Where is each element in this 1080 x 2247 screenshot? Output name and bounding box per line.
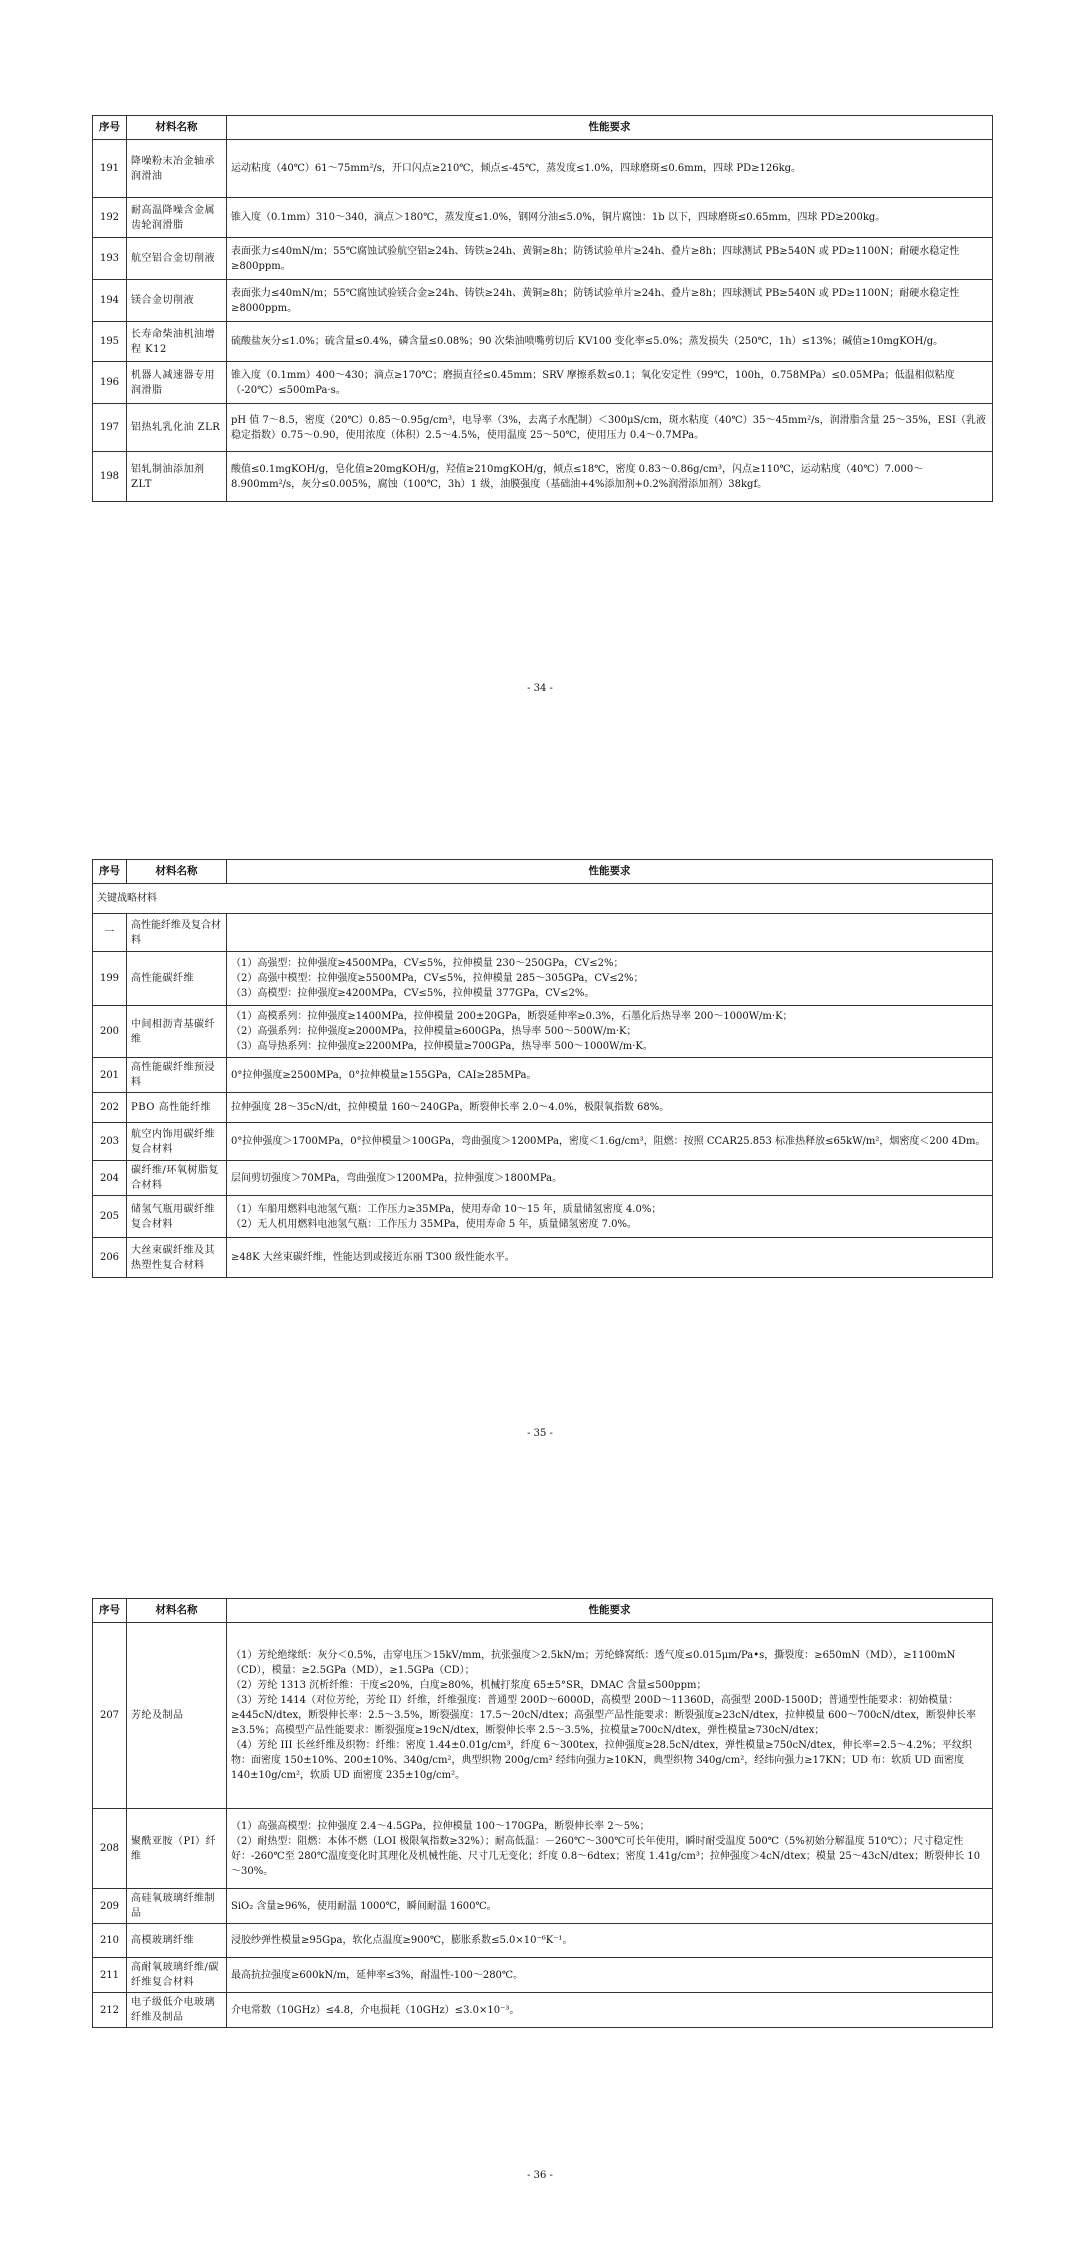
- header-no: 序号: [93, 1599, 127, 1623]
- material-name: 高硅氧玻璃纤维制品: [127, 1889, 227, 1924]
- material-name: 电子级低介电玻璃纤维及制品: [127, 1993, 227, 2028]
- requirement-line: （3）高模型：拉伸强度≥4200MPa，CV≤5%，拉伸模量 377GPa，CV≤2%。: [231, 988, 595, 999]
- requirement-line: 表面张力≤40mN/m；55℃腐蚀试验镁合金≥24h、铸铁≥24h、黄铜≥8h；防锈试验单片≥24h、叠片≥8h；四球测试 PB≥540N 或 PD≥1100N；耐硬水稳定性≥8000ppm。: [231, 287, 960, 314]
- row-number: 207: [93, 1623, 127, 1809]
- table-row: [93, 1006, 993, 1058]
- table-row: [93, 1058, 993, 1093]
- performance-requirement: [227, 1161, 993, 1196]
- material-name: 机器人减速器专用润滑脂: [127, 362, 227, 404]
- row-number: 209: [93, 1889, 127, 1924]
- material-name: 大丝束碳纤维及其热塑性复合材料: [127, 1238, 227, 1278]
- table-row: [93, 952, 993, 1006]
- material-name: 聚酰亚胺（PI）纤维: [127, 1809, 227, 1889]
- material-name: 铝热轧乳化油 ZLR: [127, 404, 227, 452]
- row-number: 211: [93, 1958, 127, 1993]
- table-row: [93, 1196, 993, 1238]
- requirement-line: 0°拉伸强度＞1700MPa，0°拉伸模量＞100GPa，弯曲强度＞1200MPa，密度＜1.6g/cm³，阻燃：按照 CCAR25.853 标准热释放≤65kW/m²，烟密度＜200 4Dm。: [231, 1136, 986, 1147]
- row-number: 203: [93, 1123, 127, 1161]
- performance-requirement: [227, 238, 993, 280]
- material-name: 高耐氧玻璃纤维/碳纤维复合材料: [127, 1958, 227, 1993]
- row-number: 192: [93, 198, 127, 238]
- table-row: [93, 1809, 993, 1889]
- page-number: - 34 -: [527, 683, 553, 694]
- table-row: [93, 198, 993, 238]
- performance-requirement: [227, 1958, 993, 1993]
- performance-requirement: [227, 1623, 993, 1809]
- table-row: [93, 1238, 993, 1278]
- requirement-line: （2）高强系列：拉伸强度≥2000MPa，拉伸模量≥600GPa，热导率 500～500W/m·K；: [231, 1026, 637, 1037]
- row-number: 197: [93, 404, 127, 452]
- requirement-line: （1）高强高模型：拉伸强度 2.4～4.5GPa，拉伸模量 100～170GPa，断裂伸长率 2～5%；: [231, 1820, 650, 1832]
- requirement-line: （2）无人机用燃料电池氢气瓶：工作压力 35MPa，使用寿命 5 年，质量储氢密度 7.0%。: [231, 1218, 638, 1230]
- performance-requirement: [227, 140, 993, 198]
- row-number: 212: [93, 1993, 127, 2028]
- performance-requirement: [227, 952, 993, 1006]
- requirement-line: 硫酸盐灰分≤1.0%；硫含量≤0.4%，磷含量≤0.08%；90 次柴油喷嘴剪切后 KV100 变化率≤5.0%；蒸发损失（250℃，1h）≤13%；碱值≥10mgKOH/g。: [231, 336, 944, 347]
- material-name: 铝轧制油添加剂 ZLT: [127, 452, 227, 502]
- requirement-line: （2）高强中模型：拉伸强度≥5500MPa，CV≤5%，拉伸模量 285～305GPa，CV≤2%；: [231, 973, 644, 984]
- performance-requirement: [227, 452, 993, 502]
- table-row: [93, 280, 993, 322]
- performance-requirement: [227, 1993, 993, 2028]
- requirement-line: SiO₂ 含量≥96%，使用耐温 1000℃，瞬间耐温 1600℃。: [231, 1900, 497, 1912]
- requirement-line: 层间剪切强度＞70MPa，弯曲强度＞1200MPa，拉伸强度＞1800MPa。: [231, 1172, 563, 1184]
- performance-requirement: [227, 1006, 993, 1058]
- table-row: [93, 1993, 993, 2028]
- performance-requirement: [227, 1924, 993, 1958]
- material-name: 降噪粉末冶金轴承润滑油: [127, 140, 227, 198]
- requirement-line: 表面张力≤40mN/m；55℃腐蚀试验航空铝≥24h、铸铁≥24h、黄铜≥8h；防锈试验单片≥24h、叠片≥8h；四球测试 PB≥540N 或 PD≥1100N；耐硬水稳定性≥800ppm。: [231, 245, 960, 272]
- requirement-line: （3）芳纶 1414（对位芳纶，芳纶 II）纤维，纤维强度：普通型 200D～6000D，高模型 200D～11360D，高强型 200D-1500D；普通型性能要求：初始模量：≥445cN/dtex，断裂伸长率：2.5～3.5%，断裂强度：17.5～20cN/dtex；高强型产品性能要求：断裂强度≥23cN/dtex，拉伸模量 600～700cN/dtex，断裂伸长率≥3.5%；高模型产品性能要求：断裂强度≥19cN/dtex，断裂伸长率 2.5～3.5%，拉模量≥700cN/dtex，弹性模量≥730cN/dtex；: [231, 1695, 977, 1736]
- row-number: 204: [93, 1161, 127, 1196]
- spec-table-page-34: [92, 115, 993, 502]
- requirement-line: （1）车船用燃料电池氢气瓶：工作压力≥35MPa，使用寿命 10～15 年，质量储氢密度 4.0%；: [231, 1203, 662, 1215]
- header-name: 材料名称: [127, 116, 227, 140]
- table-row: [93, 404, 993, 452]
- row-number: 202: [93, 1093, 127, 1123]
- material-name: 高模玻璃纤维: [127, 1924, 227, 1958]
- row-number: 200: [93, 1006, 127, 1058]
- table-row: [93, 238, 993, 280]
- performance-requirement: [227, 1058, 993, 1093]
- performance-requirement: [227, 362, 993, 404]
- requirement-line: 最高抗拉强度≥600kN/m，延伸率≤3%，耐温性-100～280℃。: [231, 1969, 524, 1981]
- material-name: PBO 高性能纤维: [127, 1093, 227, 1123]
- table-header-row: [93, 860, 993, 884]
- requirement-line: 锥入度（0.1mm）310～340，滴点＞180℃，蒸发度≤1.0%，钢网分油≤5.0%，铜片腐蚀：1b 以下，四球磨斑≤0.65mm，四球 PD≥200kg。: [231, 212, 886, 223]
- table-row: [93, 1123, 993, 1161]
- material-name: 中间相沥青基碳纤维: [127, 1006, 227, 1058]
- material-name: 碳纤维/环氧树脂复合材料: [127, 1161, 227, 1196]
- material-name: 高性能碳纤维: [127, 952, 227, 1006]
- subsection-title: 高性能纤维及复合材料: [127, 914, 227, 952]
- material-name: 高性能碳纤维预浸料: [127, 1058, 227, 1093]
- requirement-line: 酸值≤0.1mgKOH/g，皂化值≥20mgKOH/g，羟值≥210mgKOH/g，倾点≤18℃，密度 0.83～0.86g/cm³，闪点≥110℃，运动粘度（40℃）7.000～8.900mm²/s，灰分≤0.005%，腐蚀（100℃，3h）1 级，油膜强度（基础油+4%添加剂+0.2%润滑添加剂）38kgf。: [231, 463, 924, 490]
- row-number: 198: [93, 452, 127, 502]
- performance-requirement: [227, 198, 993, 238]
- table-row: [93, 1161, 993, 1196]
- header-name: 材料名称: [127, 1599, 227, 1623]
- row-number: 195: [93, 322, 127, 362]
- header-req: 性能要求: [227, 1599, 993, 1623]
- performance-requirement: [227, 1238, 993, 1278]
- header-no: 序号: [93, 116, 127, 140]
- row-number: 196: [93, 362, 127, 404]
- spec-table-page-35: [92, 859, 993, 1278]
- material-name: 航空铝合金切削液: [127, 238, 227, 280]
- performance-requirement: [227, 280, 993, 322]
- requirement-line: 运动粘度（40℃）61～75mm²/s，开口闪点≥210℃，倾点≤-45℃，蒸发度≤1.0%，四球磨斑≤0.6mm，四球 PD≥126kg。: [231, 163, 802, 174]
- row-number: 191: [93, 140, 127, 198]
- row-number: 208: [93, 1809, 127, 1889]
- section-title: 关键战略材料: [93, 884, 993, 914]
- table-row: [93, 452, 993, 502]
- subsection-number: 一: [93, 914, 127, 952]
- subsection-empty: [227, 914, 993, 952]
- performance-requirement: [227, 1889, 993, 1924]
- row-number: 199: [93, 952, 127, 1006]
- header-name: 材料名称: [127, 860, 227, 884]
- table-header-row: [93, 1599, 993, 1623]
- performance-requirement: [227, 1809, 993, 1889]
- requirement-line: ≥48K 大丝束碳纤维，性能达到或接近东丽 T300 级性能水平。: [231, 1252, 515, 1263]
- requirement-line: （1）芳纶绝缘纸：灰分＜0.5%，击穿电压＞15kV/mm，抗张强度＞2.5kN/m；芳纶蜂窝纸：透气度≤0.015μm/Pa•s，撕裂度：≥650mN（MD），≥1100mN（CD），模量：≥2.5GPa（MD），≥1.5GPa（CD）；: [231, 1650, 956, 1676]
- page-number: - 35 -: [527, 1428, 553, 1439]
- table-row: [93, 1623, 993, 1809]
- material-name: 长寿命柴油机油增程 K12: [127, 322, 227, 362]
- requirement-line: 0°拉伸强度≥2500MPa，0°拉伸模量≥155GPa，CAI≥285MPa。: [231, 1069, 537, 1081]
- table-row: [93, 362, 993, 404]
- row-number: 194: [93, 280, 127, 322]
- spec-table-page-36: [92, 1598, 993, 2028]
- performance-requirement: [227, 1123, 993, 1161]
- table-row: [93, 1889, 993, 1924]
- header-req: 性能要求: [227, 860, 993, 884]
- table-row: [93, 1093, 993, 1123]
- subsection-row: [93, 914, 993, 952]
- row-number: 193: [93, 238, 127, 280]
- page-number: - 36 -: [527, 2170, 553, 2181]
- requirement-line: 介电常数（10GHz）≤4.8，介电损耗（10GHz）≤3.0×10⁻³。: [231, 2004, 520, 2016]
- material-name: 耐高温降噪含金属齿轮润滑脂: [127, 198, 227, 238]
- section-row: [93, 884, 993, 914]
- table-row: [93, 322, 993, 362]
- performance-requirement: [227, 404, 993, 452]
- header-req: 性能要求: [227, 116, 993, 140]
- material-name: 镁合金切削液: [127, 280, 227, 322]
- material-name: 芳纶及制品: [127, 1623, 227, 1809]
- requirement-line: （2）耐热型：阻燃：本体不燃（LOI 极限氧指数≥32%）；耐高低温：－260℃～300℃可长年使用，瞬时耐受温度 500℃（5%初始分解温度 510℃）；尺寸稳定性好：-260℃至 280℃温度变化时其理化及机械性能、尺寸几无变化；纤度 0.8～6dtex；密度 1.41g/cm³；拉伸强度＞4cN/dtex；模量 25～43cN/dtex；断裂伸长 10～30%。: [231, 1835, 981, 1877]
- performance-requirement: [227, 1093, 993, 1123]
- requirement-line: （3）高导热系列：拉伸强度≥2200MPa，拉伸模量≥700GPa，热导率 500～1000W/m·K。: [231, 1041, 653, 1052]
- requirement-line: （2）芳纶 1313 沉析纤维：干度≤20%，白度≥80%，机械打浆度 65±5°SR，DMAC 含量≤500ppm；: [231, 1680, 707, 1691]
- material-name: 航空内饰用碳纤维复合材料: [127, 1123, 227, 1161]
- row-number: 210: [93, 1924, 127, 1958]
- row-number: 205: [93, 1196, 127, 1238]
- requirement-line: （1）高模系列：拉伸强度≥1400MPa，拉伸模量 200±20GPa，断裂延伸率≥0.3%，石墨化后热导率 200～1000W/m·K；: [231, 1011, 793, 1022]
- material-name: 储氢气瓶用碳纤维复合材料: [127, 1196, 227, 1238]
- table-row: [93, 140, 993, 198]
- performance-requirement: [227, 322, 993, 362]
- requirement-line: （1）高强型：拉伸强度≥4500MPa，CV≤5%，拉伸模量 230～250GPa，CV≤2%；: [231, 958, 624, 969]
- requirement-line: 拉伸强度 28～35cN/dt，拉伸模量 160～240GPa，断裂伸长率 2.0～4.0%，极限氧指数 68%。: [231, 1102, 670, 1113]
- requirement-line: （4）芳纶 III 长丝纤维及织物：纤维：密度 1.44±0.01g/cm³，纤度 6～300tex，拉伸强度≥28.5cN/dtex，弹性模量≥750cN/dtex，伸长率=2.5～4.2%；平纹织物：面密度 150±10%、200±10%、340g/cm²，典型织物 200g/cm² 经纬向强力≥10KN，典型织物 340g/cm²，经纬向强力≥17KN；UD 布：软质 UD 面密度 140±10g/cm²，软质 UD 面密度 235±10g/cm²。: [231, 1740, 972, 1781]
- header-no: 序号: [93, 860, 127, 884]
- table-header-row: [93, 116, 993, 140]
- table-row: [93, 1958, 993, 1993]
- requirement-line: 浸胶纱弹性模量≥95Gpa，软化点温度≥900℃，膨胀系数≤5.0×10⁻⁶K⁻¹。: [231, 1935, 573, 1946]
- requirement-line: 锥入度（0.1mm）400～430；滴点≥170℃；磨损直径≤0.45mm；SRV 摩擦系数≤0.1；氧化安定性（99℃，100h，0.758MPa）≤0.05MPa；低温相似粘度（-20℃）≤500mPa·s。: [231, 369, 955, 396]
- performance-requirement: [227, 1196, 993, 1238]
- requirement-line: pH 值 7～8.5，密度（20℃）0.85～0.95g/cm³，电导率（3%，去离子水配制）＜300μS/cm，斑水粘度（40℃）35～45mm²/s，润滑脂含量 25～35%，ESI（乳液稳定指数）0.75～0.90，使用浓度（体积）2.5～4.5%，使用温度 25～50℃，使用压力 0.4～0.7MPa。: [231, 414, 986, 441]
- row-number: 201: [93, 1058, 127, 1093]
- table-row: [93, 1924, 993, 1958]
- row-number: 206: [93, 1238, 127, 1278]
